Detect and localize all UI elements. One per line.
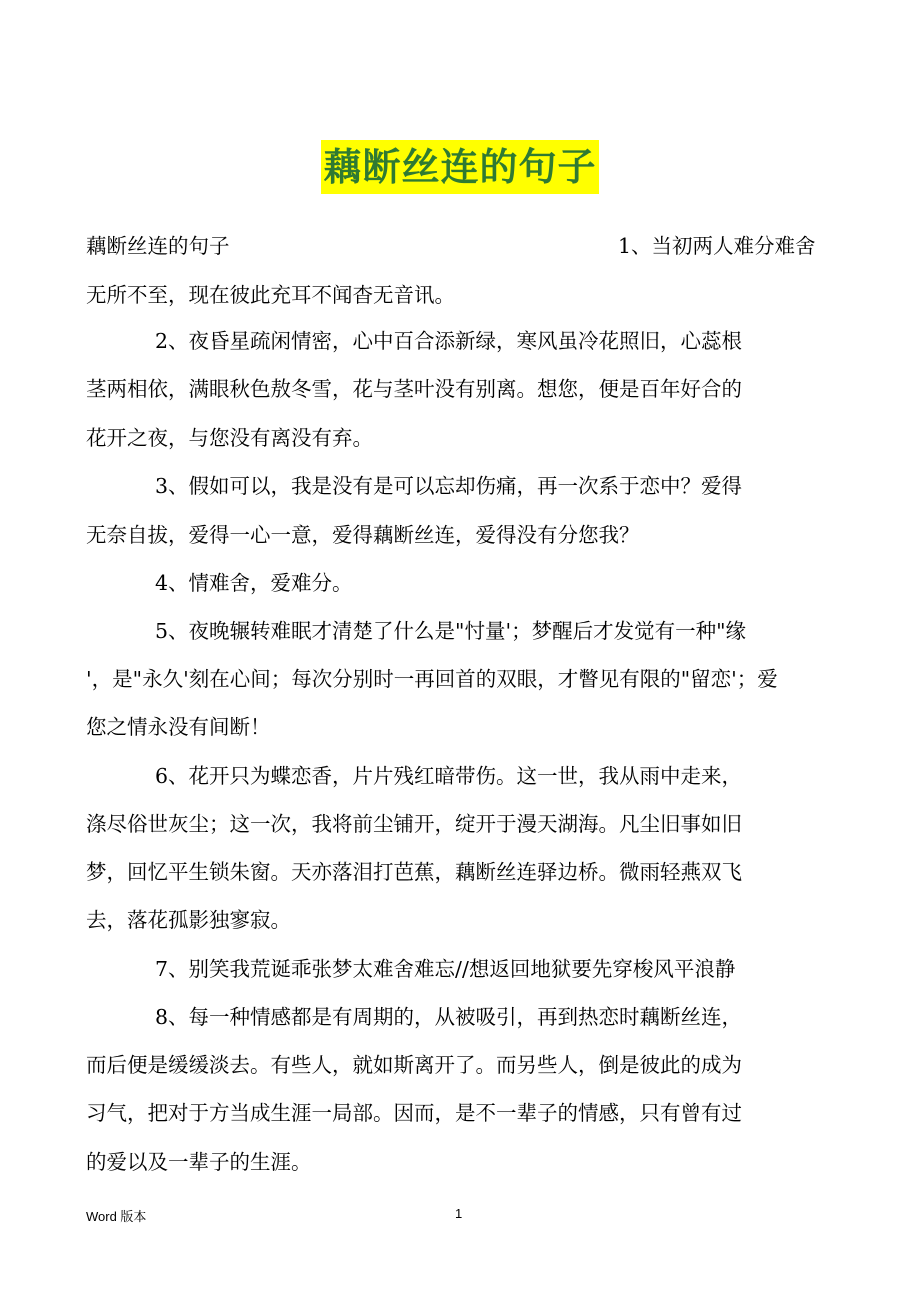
paragraph-line: 涤尽俗世灰尘；这一次，我将前尘铺开，绽开于漫天湖海。凡尘旧事如旧 — [86, 812, 742, 836]
paragraph-line: 1、当初两人难分难舍 — [618, 234, 816, 258]
paragraph-line: 6、花开只为蝶恋香，片片残红暗带伤。这一世，我从雨中走来， — [155, 764, 743, 788]
paragraph-line: 5、夜晚辗转难眠才清楚了什么是"忖量'；梦醒后才发觉有一种"缘 — [155, 619, 747, 643]
document-title: 藕断丝连的句子 — [321, 140, 598, 194]
title-container — [0, 140, 920, 194]
footer-version-label: Word 版本 — [86, 1209, 147, 1224]
paragraph-line: 梦，回忆平生锁朱窗。天亦落泪打芭蕉，藕断丝连驿边桥。微雨轻燕双飞 — [86, 860, 742, 884]
paragraph-line: 无所不至，现在彼此充耳不闻杳无音讯。 — [86, 283, 455, 307]
paragraph-line: 茎两相依，满眼秋色敖冬雪，花与茎叶没有别离。想您，便是百年好合的 — [86, 377, 742, 401]
paragraph-line: 藕断丝连的句子 — [86, 234, 230, 258]
paragraph-line: 您之情永没有间断！ — [86, 715, 271, 739]
paragraph-line: 而后便是缓缓淡去。有些人，就如斯离开了。而另些人，倒是彼此的成为 — [86, 1053, 742, 1077]
paragraph-line: 去，落花孤影独寥寂。 — [86, 908, 291, 932]
paragraph-line: 3、假如可以，我是没有是可以忘却伤痛，再一次系于恋中？爱得 — [155, 474, 743, 498]
paragraph-line: 习气，把对于方当成生涯一局部。因而，是不一辈子的情感，只有曾有过 — [86, 1101, 742, 1125]
paragraph-line: 2、夜昏星疏闲情密，心中百合添新绿，寒风虽冷花照旧，心蕊根 — [155, 329, 743, 353]
paragraph-line: '，是"永久'刻在心间；每次分别时一再回首的双眼，才瞥见有限的"留恋'；爱 — [86, 667, 778, 691]
paragraph-line: 8、每一种情感都是有周期的，从被吸引，再到热恋时藕断丝连， — [155, 1005, 743, 1029]
paragraph-line: 4、情难舍，爱难分。 — [155, 571, 353, 595]
paragraph-line: 7、别笑我荒诞乖张梦太难舍难忘//想返回地狱要先穿梭风平浪静 — [155, 957, 736, 981]
paragraph-line: 的爱以及一辈子的生涯。 — [86, 1150, 312, 1174]
paragraph-line: 花开之夜，与您没有离没有弃。 — [86, 426, 373, 450]
footer-page-number: 1 — [455, 1206, 463, 1221]
paragraph-line: 无奈自拔，爱得一心一意，爱得藕断丝连，爱得没有分您我？ — [86, 523, 640, 547]
